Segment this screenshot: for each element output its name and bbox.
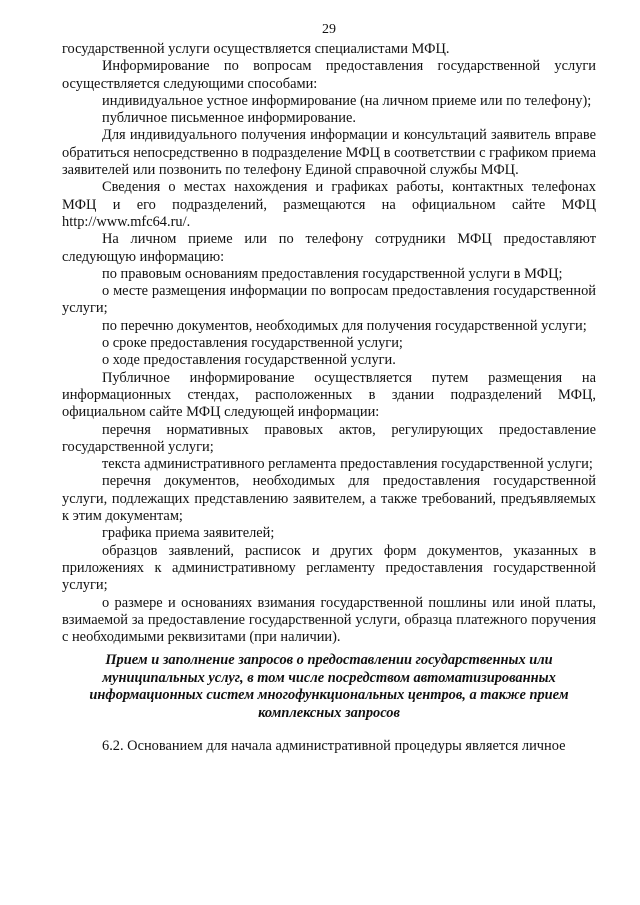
paragraph: публичное письменное информирование. — [102, 110, 356, 127]
paragraph: графика приема заявителей; — [102, 525, 275, 542]
paragraph: о размере и основаниях взимания государственной пошлины или иной платы, взимаемой за предоставление государственной услуги, образца платежного поручения с необходимыми реквизитами (при наличии). — [62, 594, 596, 646]
paragraph: индивидуальное устное информирование (на личном приеме или по телефону); — [102, 92, 592, 109]
paragraph: перечня документов, необходимых для предоставления государственной услуги, подлежащих представлению заявителем, а также требований, предъявляемых к этим документам; — [62, 473, 596, 525]
paragraph: Публичное информирование осуществляется путем размещения на информационных стендах, расположенных в здании подразделений МФЦ, официальном сайте МФЦ следующей информации: — [62, 369, 596, 421]
paragraph: перечня нормативных правовых актов, регулирующих предоставление государственной услуги; — [62, 421, 596, 455]
document-page — [62, 22, 596, 755]
paragraph: по перечню документов, необходимых для получения государственной услуги; — [102, 317, 587, 334]
body-text-top — [62, 41, 596, 646]
paragraph: по правовым основаниям предоставления государственной услуги в МФЦ; — [102, 265, 563, 282]
paragraph: государственной услуги осуществляется специалистами МФЦ. — [62, 41, 450, 57]
paragraph: Сведения о местах нахождения и графиках работы, контактных телефонах МФЦ и его подразделений, размещаются на официальном сайте МФЦ http://www.mfc64.ru/. — [62, 179, 596, 230]
section-heading: Прием и заполнение запросов о предоставлении государственных или муниципальных услуг, в том числе посредством автоматизированных информационных систем многофункциональных центров, а также прием комплексных запросов — [89, 652, 569, 721]
paragraph: Информирование по вопросам предоставления государственной услуги осуществляется следующими способами: — [62, 58, 596, 92]
paragraph: На личном приеме или по телефону сотрудники МФЦ предоставляют следующую информацию: — [62, 231, 596, 265]
body-text-bottom — [62, 738, 596, 755]
paragraph: Для индивидуального получения информации и консультаций заявитель вправе обратиться непосредственно в подразделение МФЦ в соответствии с графиком приема заявителей или позвонить по телефону Единой справочной службы МФЦ. — [62, 127, 596, 179]
paragraph: образцов заявлений, расписок и других форм документов, указанных в приложениях к административному регламенту предоставления государственной услуги; — [62, 542, 596, 594]
paragraph: 6.2. Основанием для начала административной процедуры является личное — [102, 738, 566, 755]
paragraph: текста административного регламента предоставления государственной услуги; — [102, 456, 593, 473]
page-number: 29 — [322, 22, 336, 37]
paragraph: о ходе предоставления государственной услуги. — [102, 352, 396, 369]
paragraph: о месте размещения информации по вопросам предоставления государственной услуги; — [62, 283, 596, 317]
paragraph: о сроке предоставления государственной услуги; — [102, 335, 403, 352]
